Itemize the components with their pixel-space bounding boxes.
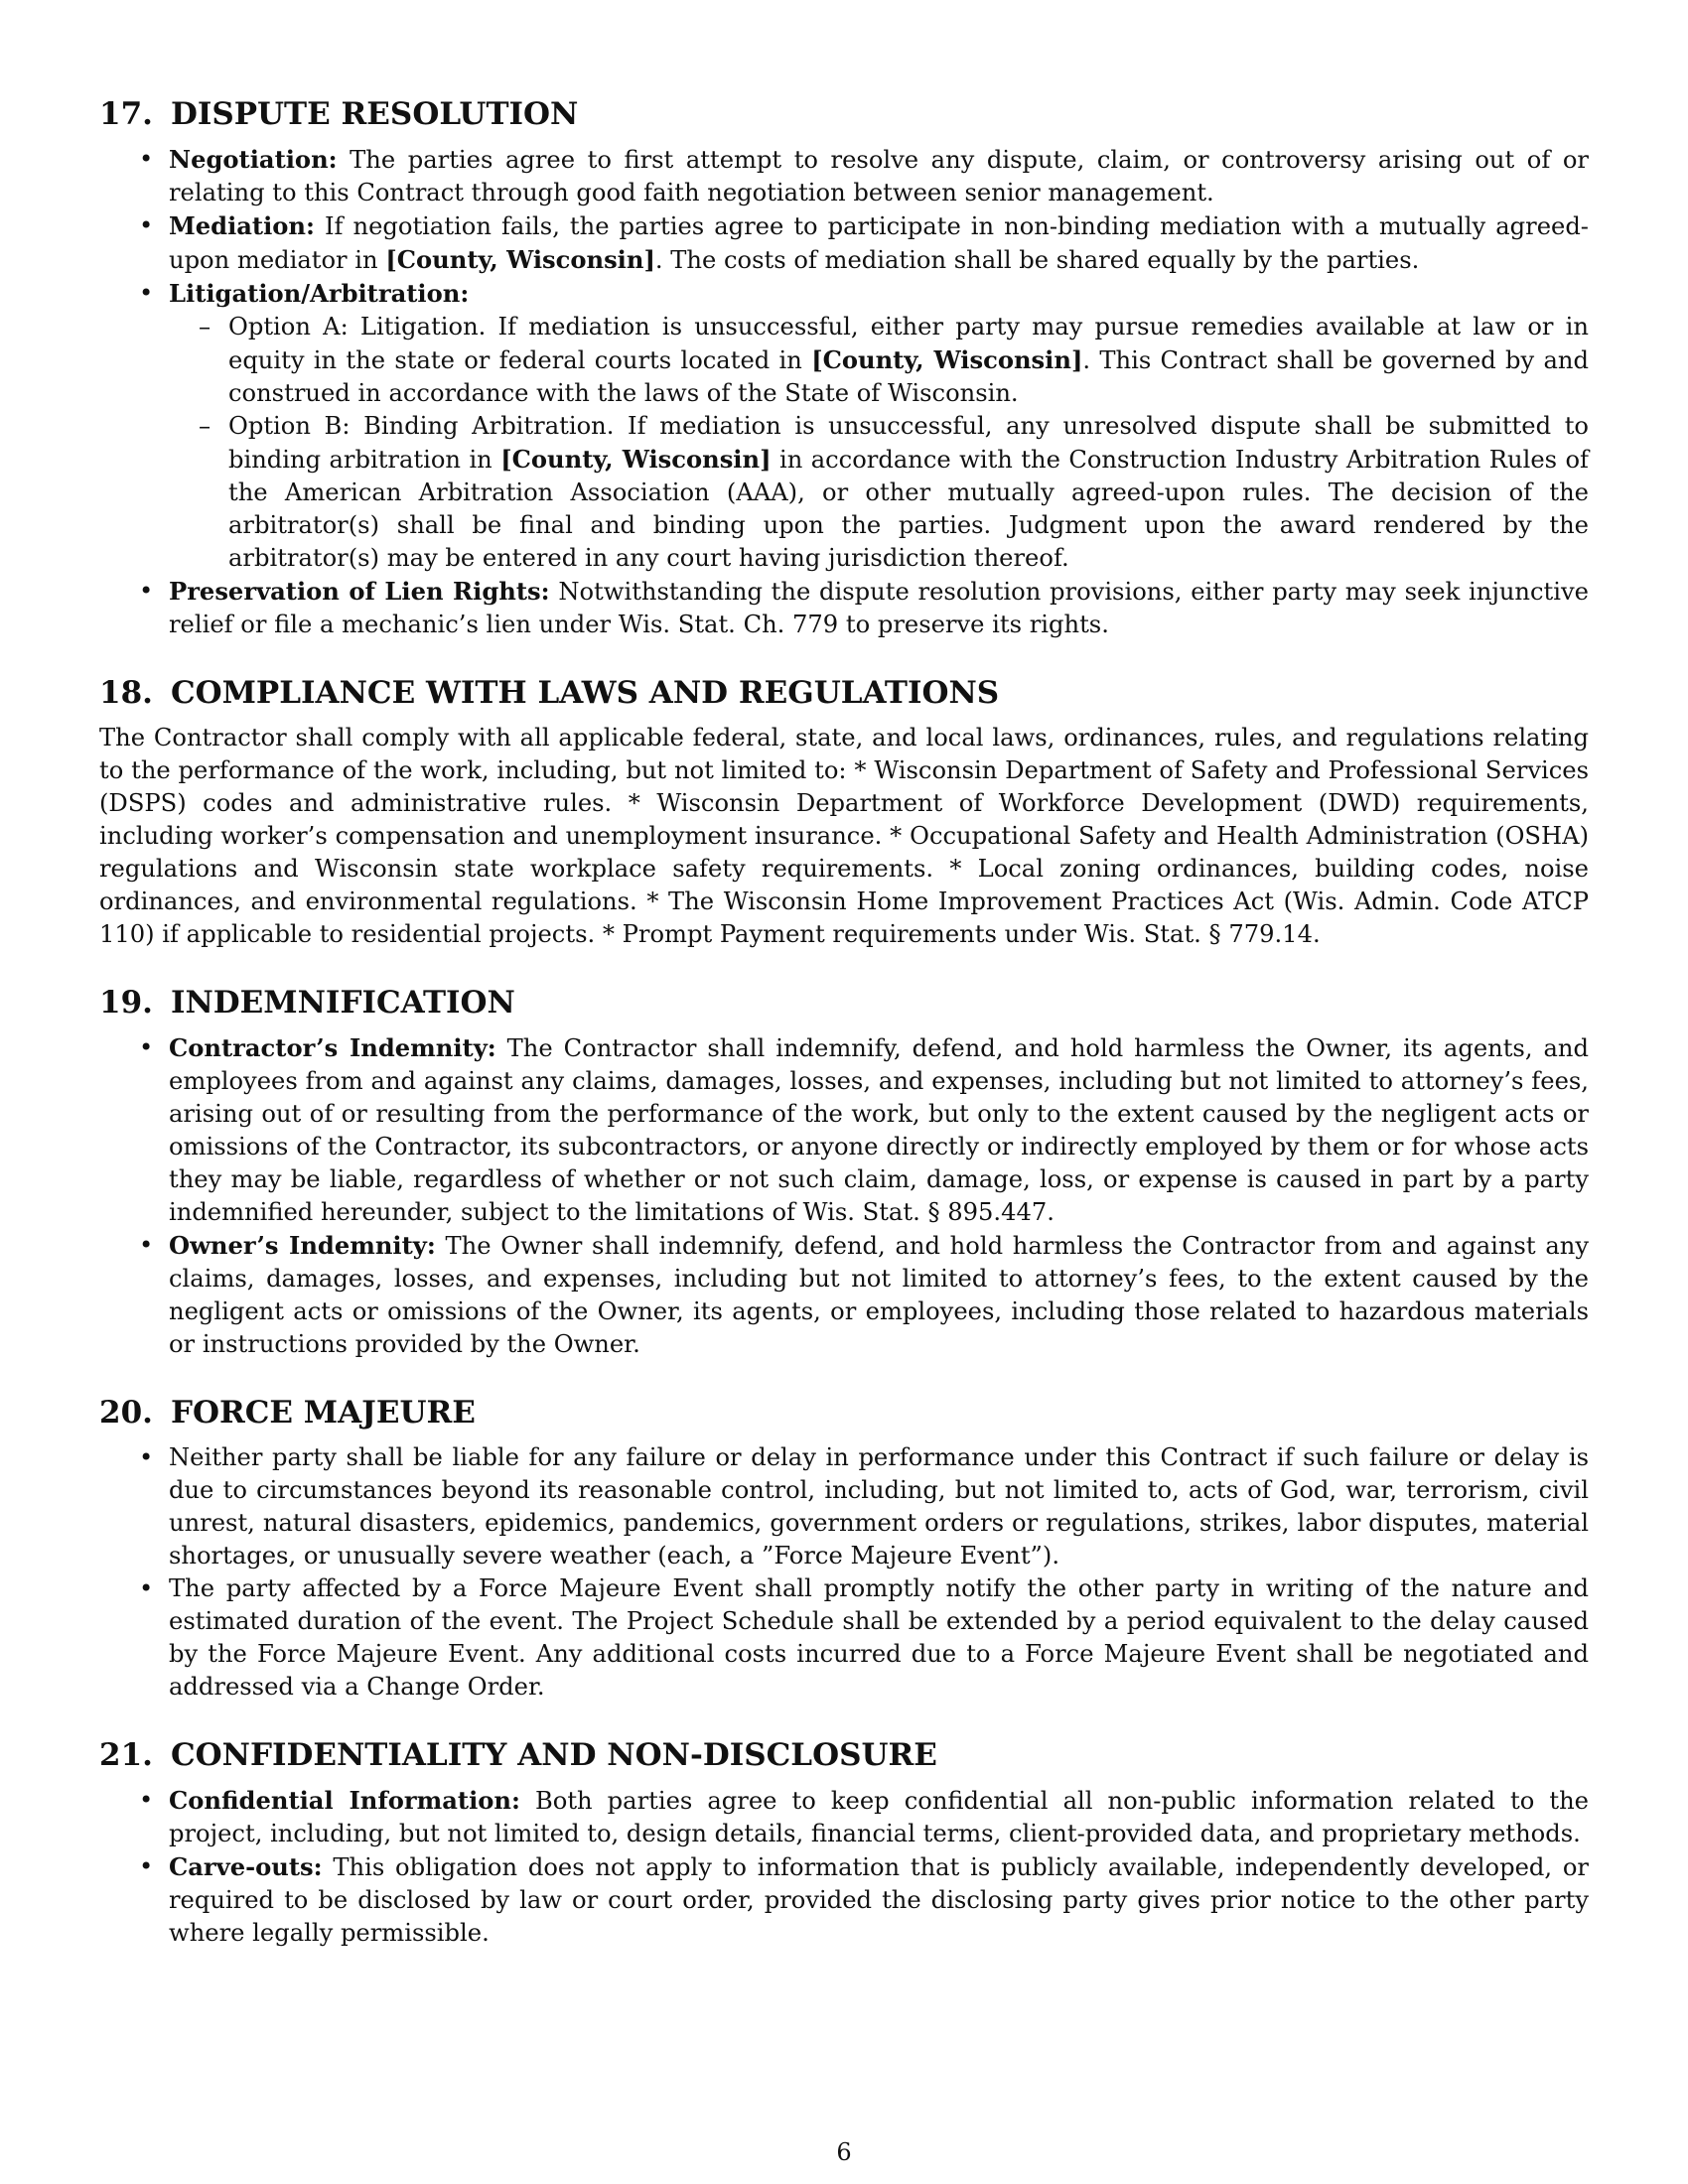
section-heading — [99, 1732, 1589, 1778]
section-number: 17. — [99, 96, 153, 132]
document-page — [99, 91, 1589, 1979]
county-placeholder: [County, Wisconsin] — [811, 345, 1083, 374]
item-text: This obligation does not apply to information that is publicly available, independently developed, or required to be disclosed by law or court order, provided the disclosing party gives prior notice to the other party where legally permissible. — [169, 1853, 1589, 1947]
section-heading — [99, 980, 1589, 1025]
item-text: Notwithstanding the dispute resolution provisions, either party may seek injunctive relief or file a mechanic’s lien under Wis. Stat. Ch. 779 to preserve its rights. — [169, 578, 1589, 638]
item-label: Carve-outs: — [169, 1852, 323, 1881]
item-text: in accordance with the Construction Industry Arbitration Rules of the American Arbitration Association (AAA), or other mutually agreed-upon rules. The decision of the arbitrator(s) shall be final and binding upon the parties. Judgment upon the award rendered by the arbitrator(s) may be entered in any court having jurisdiction thereof. — [228, 446, 1590, 572]
item-text: Option A: Litigation. If mediation is unsuccessful, either party may pursue remedies available at law or in equity in the state or federal courts located in — [228, 313, 1589, 374]
section-title: COMPLIANCE WITH LAWS AND REGULATIONS — [170, 675, 1000, 711]
item-text: If negotiation fails, the parties agree to participate in non-binding mediation with a mutually agreed-upon mediator in — [169, 212, 1589, 274]
bullet-list — [99, 1441, 1589, 1704]
item-text: The Owner shall indemnify, defend, and hold harmless the Contractor from and against any claims, damages, losses, and expenses, including but not limited to attorney’s fees, to the extent caused by the negligent acts or omissions of the Owner, its agents, or employees, including those related to hazardous materials or instructions provided by the Owner. — [169, 1232, 1589, 1358]
section-number: 20. — [99, 1395, 153, 1431]
bullet-list — [99, 1031, 1589, 1361]
section-heading — [99, 1390, 1589, 1435]
item-label: Litigation/Arbitration: — [169, 279, 470, 308]
section-heading — [99, 91, 1589, 137]
section-paragraph: The Contractor shall comply with all applicable federal, state, and local laws, ordinances, rules, and regulations relating to the performance of the work, including, but not limited to: * Wisconsin Department of Safety and Professional Services (DSPS) codes and administrative rules. * Wisconsin Department of Workforce Development (DWD) requirements, including worker’s compensation and unemployment insurance. * Occupational Safety and Health Administration (OSHA) regulations and Wisconsin state workplace safety requirements. * Local zoning ordinances, building codes, noise ordinances, and environmental regulations. * The Wisconsin Home Improvement Practices Act (Wis. Admin. Code ATCP 110) if applicable to residential projects. * Prompt Payment requirements under Wis. Stat. § 779.14. — [99, 724, 1589, 948]
section-title: FORCE MAJEURE — [170, 1395, 476, 1431]
bullet-list — [99, 1784, 1589, 1950]
section-18-compliance — [99, 670, 1589, 951]
section-title: CONFIDENTIALITY AND NON-DISCLOSURE — [170, 1737, 937, 1773]
item-text: The Contractor shall indemnify, defend, and hold harmless the Owner, its agents, and employees from and against any claims, damages, losses, and expenses, including but not limited to attorney’s fees, arising out of or resulting from the performance of the work, but only to the extent caused by the negligent acts or omissions of the Contractor, its subcontractors, or anyone directly or indirectly employed by them or for whose acts they may be liable, regardless of whether or not such claim, damage, loss, or expense is caused in part by a party indemnified hereunder, subject to the limitations of Wis. Stat. § 895.447. — [169, 1034, 1589, 1226]
county-placeholder: [County, Wisconsin] — [500, 445, 772, 474]
county-placeholder: [County, Wisconsin] — [385, 245, 655, 274]
list-item: • The party affected by a Force Majeure Event shall promptly notify the other party in writing of the nature and estimated duration of the event. The Project Schedule shall be extended by a period equivalent to the delay caused by the Force Majeure Event. Any additional costs incurred due to a Force Majeure Event shall be negotiated and addressed via a Change Order. — [99, 1572, 1589, 1704]
item-label: Owner’s Indemnity: — [169, 1231, 436, 1260]
page-number: 6 — [836, 2138, 852, 2166]
list-item — [99, 1031, 1589, 1229]
item-text: Option B: Binding Arbitration. If mediation is unsuccessful, any unresolved dispute shall be submitted to binding arbitration in — [228, 412, 1589, 474]
list-item: • Neither party shall be liable for any failure or delay in performance under this Contract if such failure or delay is due to circumstances beyond its reasonable control, including, but not limited to, acts of God, war, terrorism, civil unrest, natural disasters, epidemics, pandemics, government orders or regulations, strikes, labor disputes, material shortages, or unusually severe weather (each, a ”Force Majeure Event”). — [99, 1441, 1589, 1572]
item-label: Preservation of Lien Rights: — [169, 577, 550, 606]
list-item — [99, 1229, 1589, 1361]
sub-list-item — [169, 410, 1589, 575]
section-21-confidentiality — [99, 1732, 1589, 1950]
item-label: Contractor’s Indemnity: — [169, 1033, 496, 1062]
list-item — [99, 209, 1589, 277]
item-text: . This Contract shall be governed by and construed in accordance with the laws of the State of Wisconsin. — [228, 346, 1589, 407]
sub-list-item — [169, 311, 1589, 410]
section-number: 21. — [99, 1737, 153, 1773]
bullet-list — [99, 143, 1589, 641]
item-label: Mediation: — [169, 211, 315, 240]
item-text: . The costs of mediation shall be shared equally by the parties. — [654, 246, 1420, 274]
section-17-dispute-resolution — [99, 91, 1589, 641]
section-20-force-majeure — [99, 1390, 1589, 1704]
section-title: INDEMNIFICATION — [170, 985, 515, 1021]
list-item — [99, 575, 1589, 641]
list-item — [99, 1784, 1589, 1850]
section-number: 18. — [99, 675, 153, 711]
section-heading — [99, 670, 1589, 716]
list-item — [99, 143, 1589, 209]
item-label: Negotiation: — [169, 145, 338, 174]
section-title: DISPUTE RESOLUTION — [170, 96, 579, 132]
section-number: 19. — [99, 985, 153, 1021]
sub-list — [169, 311, 1589, 575]
list-item — [99, 277, 1589, 575]
section-19-indemnification — [99, 980, 1589, 1361]
item-text: Both parties agree to keep confidential all non-public information related to the project, including, but not limited to, design details, financial terms, client-provided data, and proprietary methods. — [169, 1787, 1589, 1847]
list-item — [99, 1850, 1589, 1950]
item-label: Confidential Information: — [169, 1786, 520, 1815]
item-text: The parties agree to first attempt to resolve any dispute, claim, or controversy arising out of or relating to this Contract through good faith negotiation between senior management. — [169, 146, 1589, 206]
